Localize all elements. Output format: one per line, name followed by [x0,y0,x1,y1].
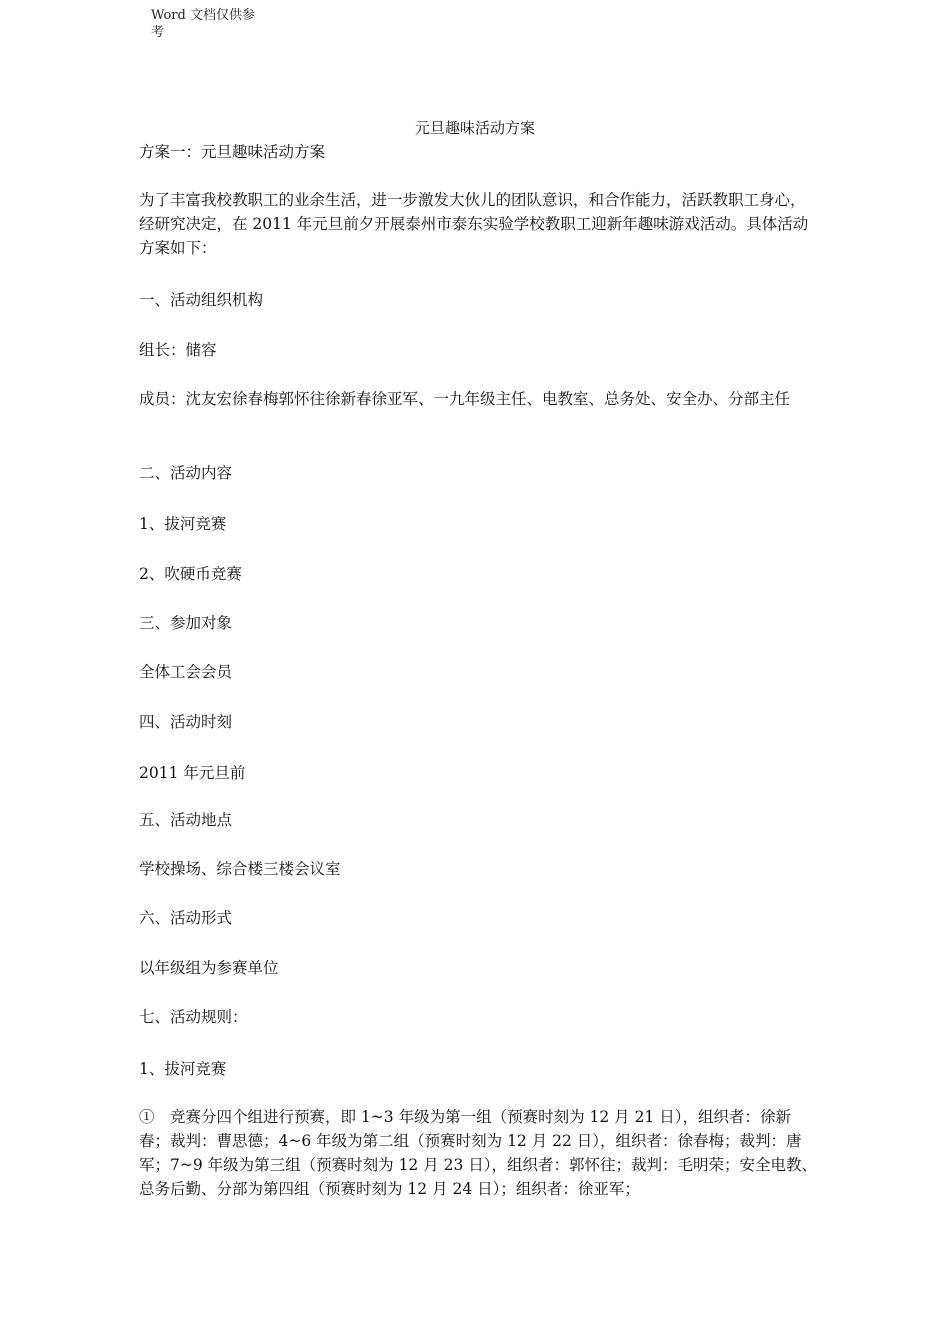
section-heading-content: 二、活动内容 [139,464,233,482]
section-heading-time: 四、活动时刻 [139,713,233,731]
paragraph-rules-detail: ① 竞赛分四个组进行预赛，即 1~3 年级为第一组（预赛时刻为 12 月 21 日），组织者：徐新春；裁判：曹思德；4~6 年级为第二组（预赛时刻为 12 月 22 日），组织者：徐春梅；裁判：唐军；7~9 年级为第三组（预赛时刻为 12 月 23 日），组织者：郭怀往；裁判：毛明荣；安全电教、总务后勤、分部为第四组（预赛时刻为 12 月 24 日）；组织者：徐亚军； [139,1108,818,1198]
paragraph-intro: 为了丰富我校教职工的业余生活，进一步激发大伙儿的团队意识，和合作能力，活跃教职工身心，经研究决定，在 2011 年元旦前夕开展泰州市泰东实验学校教职工迎新年趣味游戏活动。具体活动方案如下： [139,191,809,257]
rules-item-tug-of-war: 1、拔河竞赛 [139,1060,227,1078]
header-note: Word 文档仅供参考 [151,8,255,40]
paragraph-leader: 组长：储容 [139,341,217,359]
list-item-coin-blowing: 2、吹硬币竞赛 [139,565,242,583]
section-heading-location: 五、活动地点 [139,811,233,829]
document-title: 元旦趣味活动方案 [414,119,535,137]
paragraph-time: 2011 年元旦前 [139,764,246,782]
list-item-tug-of-war: 1、拔河竞赛 [139,515,227,533]
section-heading-format: 六、活动形式 [139,909,233,927]
paragraph-format: 以年级组为参赛单位 [139,959,279,977]
paragraph-members: 成员：沈友宏徐春梅郭怀往徐新春徐亚军、一九年级主任、电教室、总务处、安全办、分部主任 [139,390,791,408]
paragraph-participants: 全体工会会员 [139,663,233,681]
section-heading-organization: 一、活动组织机构 [139,291,264,309]
section-heading-participants: 三、参加对象 [139,614,233,632]
paragraph-location: 学校操场、综合楼三楼会议室 [139,860,341,878]
section-heading-rules: 七、活动规则： [139,1008,248,1026]
paragraph-scheme-heading: 方案一：元旦趣味活动方案 [139,143,326,161]
